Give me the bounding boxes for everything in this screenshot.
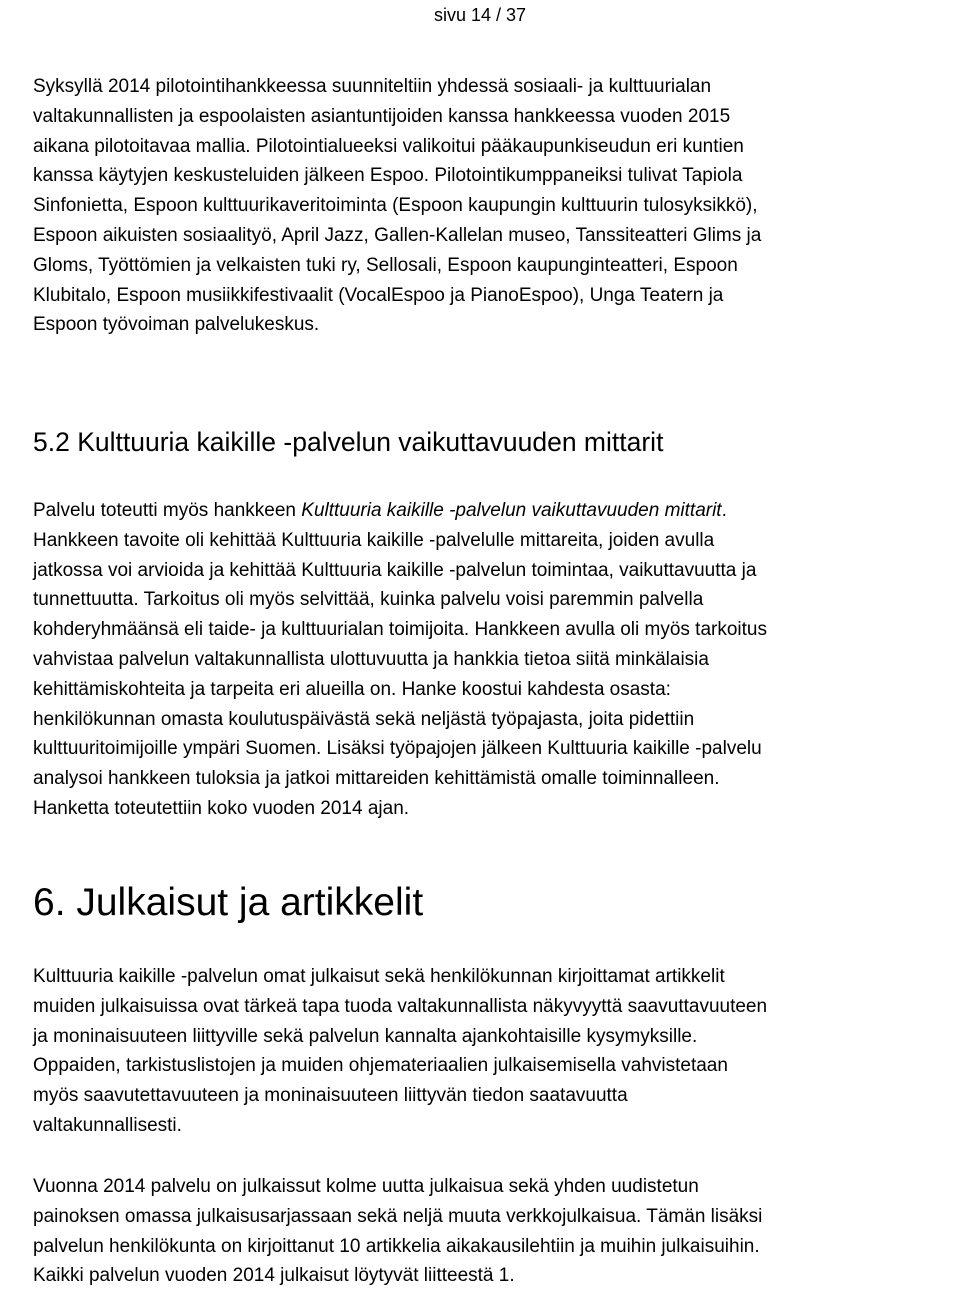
text-line: kehittämiskohteita ja tarpeita eri alueilla on. Hanke koostui kahdesta osasta: (33, 678, 671, 700)
section-6-paragraph-2 (33, 1172, 958, 1291)
italic-title: Kulttuuria kaikille -palvelun vaikuttavuuden mittarit (301, 500, 722, 521)
text-line: myös saavutettavuuteen ja moninaisuuteen liittyvän tiedon saatavuutta (33, 1085, 628, 1107)
text-line: valtakunnallisten ja espoolaisten asiantuntijoiden kanssa hankkeessa vuoden 2015 (33, 105, 731, 127)
text-line: aikana pilotoitavaa mallia. Pilotointialueeksi valikoitui pääkaupunkiseudun eri kuntien (33, 135, 744, 157)
text-line: Syksyllä 2014 pilotointihankkeessa suunniteltiin yhdessä sosiaali- ja kulttuurialan (33, 76, 712, 97)
text-line: Klubitalo, Espoon musiikkifestivaalit (VocalEspoo ja PianoEspoo), Unga Teatern ja (33, 284, 724, 306)
text-line: Kaikki palvelun vuoden 2014 julkaisut löytyvät liitteestä 1. (33, 1265, 515, 1287)
section-6-paragraph-1 (33, 962, 958, 1141)
text-line: Vuonna 2014 palvelu on julkaissut kolme uutta julkaisua sekä yhden uudistetun (33, 1176, 699, 1197)
text-line: Oppaiden, tarkistuslistojen ja muiden ohjemateriaalien julkaisemisella vahvistetaan (33, 1055, 728, 1077)
text-line: kulttuuritoimijoille ympäri Suomen. Lisäksi työpajojen jälkeen Kulttuuria kaikille -palvelu (33, 738, 762, 760)
text-line: vahvistaa palvelun valtakunnallista ulottuvuutta ja hankkia tietoa siitä minkälaisia (33, 648, 709, 670)
text-line: painoksen omassa julkaisusarjassaan sekä neljä muuta verkkojulkaisua. Tämän lisäksi (33, 1205, 763, 1227)
section-heading-6: 6. Julkaisut ja artikkelit (33, 881, 424, 924)
intro-paragraph (33, 72, 958, 340)
text-line: henkilökunnan omasta koulutuspäivästä sekä neljästä työpajasta, joita pidettiin (33, 708, 695, 730)
text-line: jatkossa voi arvioida ja kehittää Kulttuuria kaikille -palvelun toimintaa, vaikuttavuutta ja (33, 559, 757, 581)
text-run: . (721, 500, 727, 521)
text-line: Gloms, Työttömien ja velkaisten tuki ry, Sellosali, Espoon kaupunginteatteri, Espoon (33, 254, 738, 276)
text-line: kohderyhmäänsä eli taide- ja kulttuurialan toimijoita. Hankkeen avulla oli myös tarkoitus (33, 619, 767, 641)
text-line: analysoi hankkeen tuloksia ja jatkoi mittareiden kehittämistä omalle toiminnalleen. (33, 768, 720, 790)
text-line: palvelun henkilökunta on kirjoittanut 10 artikkelia aikakausilehtiin ja muihin julkaisuihin. (33, 1235, 760, 1257)
text-line: valtakunnallisesti. (33, 1114, 182, 1136)
text-line (33, 496, 958, 526)
text-line: tunnettuutta. Tarkoitus oli myös selvittää, kuinka palvelu voisi paremmin palvella (33, 589, 704, 611)
text-line: muiden julkaisuissa ovat tärkeä tapa tuoda valtakunnallista näkyvyyttä saavuttavuuteen (33, 995, 768, 1017)
text-run: Palvelu toteutti myös hankkeen (33, 500, 302, 521)
text-line: Espoon aikuisten sosiaalityö, April Jazz, Gallen-Kallelan museo, Tanssiteatteri Glims ja (33, 224, 762, 246)
text-line: ja moninaisuuteen liittyville sekä palvelun kannalta ajankohtaisille kysymyksille. (33, 1025, 698, 1047)
text-line: kanssa käytyjen keskusteluiden jälkeen Espoo. Pilotointikumppaneiksi tulivat Tapiola (33, 165, 743, 187)
section-heading-5-2: 5.2 Kulttuuria kaikille -palvelun vaikuttavuuden mittarit (33, 427, 664, 457)
text-line: Hanketta toteutettiin koko vuoden 2014 ajan. (33, 797, 410, 819)
text-line: Kulttuuria kaikille -palvelun omat julkaisut sekä henkilökunnan kirjoittamat artikkelit (33, 966, 725, 987)
text-line: Sinfonietta, Espoon kulttuurikaveritoiminta (Espoon kaupungin kulttuurin tulosyksikkö), (33, 195, 758, 217)
text-line: Espoon työvoiman palvelukeskus. (33, 314, 320, 336)
text-line: Hankkeen tavoite oli kehittää Kulttuuria kaikille -palvelulle mittareita, joiden avulla (33, 529, 715, 551)
page-number: sivu 14 / 37 (433, 5, 527, 25)
section-5-2-paragraph (33, 496, 958, 824)
